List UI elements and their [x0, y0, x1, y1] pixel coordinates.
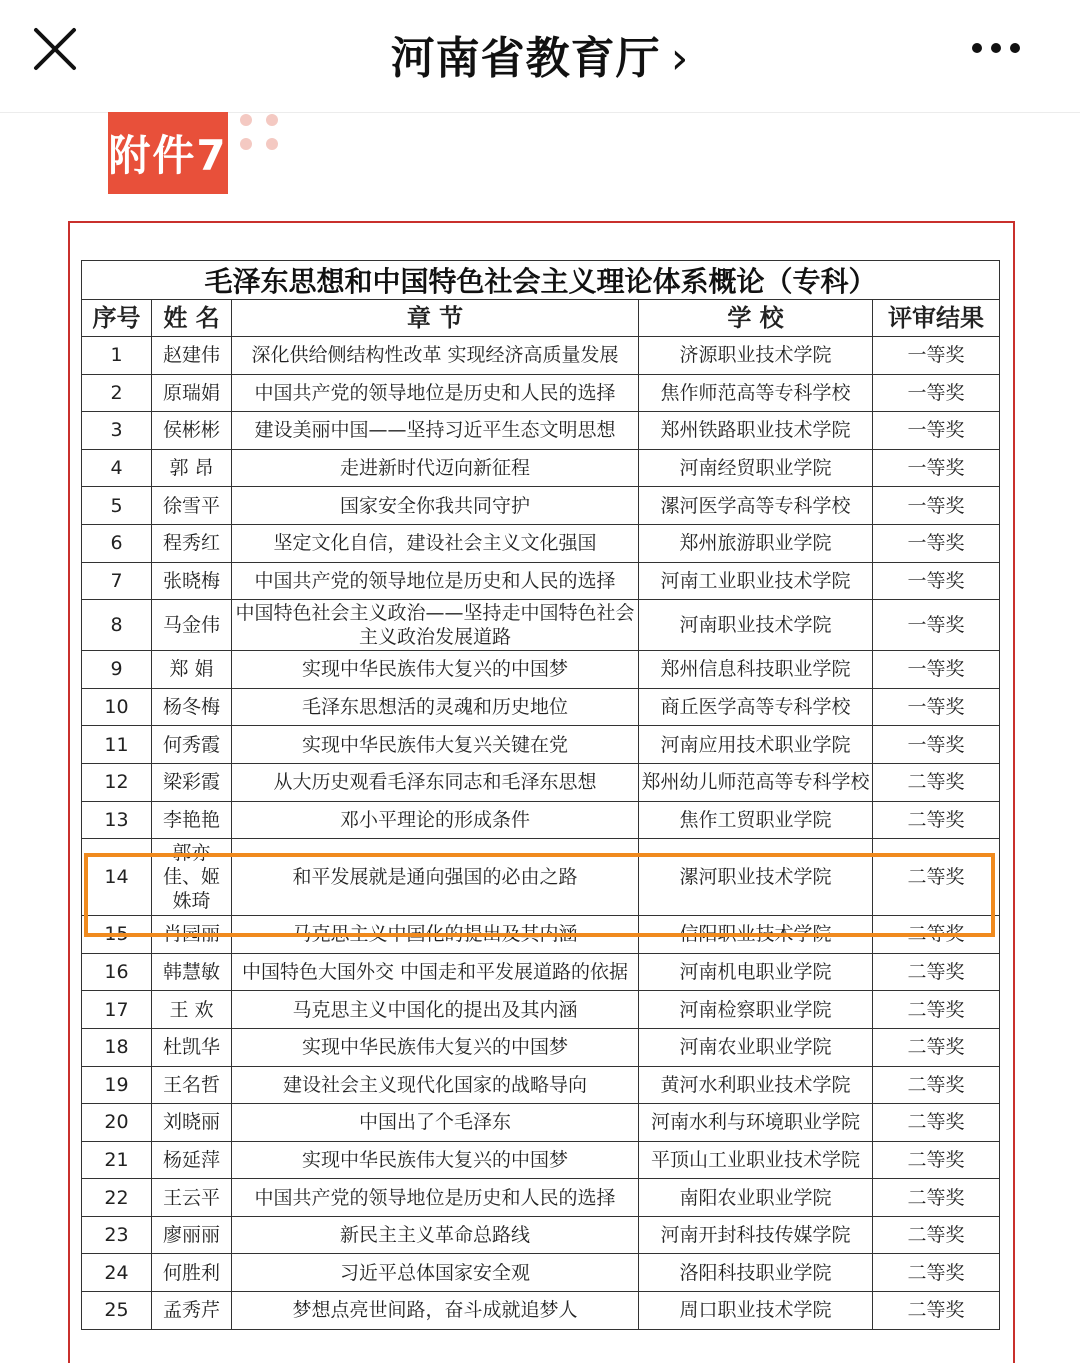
cell-chapter: 国家安全你我共同守护	[232, 487, 639, 525]
cell-index: 18	[82, 1028, 152, 1066]
cell-name: 王 欢	[152, 991, 232, 1029]
account-title: 河南省教育厅	[390, 33, 661, 84]
cell-index: 5	[82, 487, 152, 525]
table-row	[82, 688, 1000, 726]
table-row	[82, 412, 1000, 450]
account-title-link[interactable]	[0, 22, 1080, 86]
cell-school: 河南经贸职业学院	[639, 449, 873, 487]
table-row	[82, 839, 1000, 916]
table-row	[82, 487, 1000, 525]
cell-school: 河南应用技术职业学院	[639, 726, 873, 764]
cell-result: 一等奖	[873, 651, 1000, 689]
table-row	[82, 1216, 1000, 1254]
cell-name: 侯彬彬	[152, 412, 232, 450]
header-name: 姓 名	[152, 300, 232, 337]
cell-name: 肖园丽	[152, 916, 232, 954]
cell-index: 7	[82, 562, 152, 600]
table-row	[82, 1141, 1000, 1179]
cell-index: 20	[82, 1104, 152, 1142]
cell-index: 9	[82, 651, 152, 689]
cell-school: 河南机电职业学院	[639, 953, 873, 991]
table-row	[82, 1292, 1000, 1330]
cell-chapter: 坚定文化自信，建设社会主义文化强国	[232, 524, 639, 562]
cell-name: 原瑞娟	[152, 374, 232, 412]
cell-chapter: 建设社会主义现代化国家的战略导向	[232, 1066, 639, 1104]
cell-index: 4	[82, 449, 152, 487]
cell-index: 21	[82, 1141, 152, 1179]
cell-result: 一等奖	[873, 600, 1000, 651]
table-row	[82, 1104, 1000, 1142]
cell-chapter: 中国共产党的领导地位是历史和人民的选择	[232, 562, 639, 600]
cell-result: 一等奖	[873, 374, 1000, 412]
cell-school: 焦作工贸职业学院	[639, 801, 873, 839]
cell-chapter: 马克思主义中国化的提出及其内涵	[232, 991, 639, 1029]
table-row	[82, 1066, 1000, 1104]
cell-result: 一等奖	[873, 524, 1000, 562]
table-row	[82, 651, 1000, 689]
cell-chapter: 毛泽东思想活的灵魂和历史地位	[232, 688, 639, 726]
table-row	[82, 600, 1000, 651]
table-row	[82, 991, 1000, 1029]
cell-school: 河南水利与环境职业学院	[639, 1104, 873, 1142]
cell-school: 郑州旅游职业学院	[639, 524, 873, 562]
cell-result: 二等奖	[873, 801, 1000, 839]
top-navigation-bar	[0, 0, 1080, 113]
table-body	[82, 337, 1000, 1330]
cell-index: 10	[82, 688, 152, 726]
cell-school: 信阳职业技术学院	[639, 916, 873, 954]
cell-school: 济源职业技术学院	[639, 337, 873, 375]
cell-chapter: 实现中华民族伟大复兴的中国梦	[232, 651, 639, 689]
cell-name: 何胜利	[152, 1254, 232, 1292]
table-row	[82, 763, 1000, 801]
cell-result: 二等奖	[873, 991, 1000, 1029]
table-row	[82, 801, 1000, 839]
table-row	[82, 953, 1000, 991]
cell-result: 二等奖	[873, 1066, 1000, 1104]
cell-index: 8	[82, 600, 152, 651]
cell-school: 漯河医学高等专科学校	[639, 487, 873, 525]
cell-chapter: 从大历史观看毛泽东同志和毛泽东思想	[232, 763, 639, 801]
cell-chapter: 实现中华民族伟大复兴的中国梦	[232, 1141, 639, 1179]
header-index: 序号	[82, 300, 152, 337]
cell-index: 23	[82, 1216, 152, 1254]
cell-school: 河南检察职业学院	[639, 991, 873, 1029]
attachment-badge: 附件7	[108, 112, 228, 194]
table-row	[82, 449, 1000, 487]
cell-index: 2	[82, 374, 152, 412]
cell-name: 郭 昂	[152, 449, 232, 487]
cell-index: 16	[82, 953, 152, 991]
cell-name: 梁彩霞	[152, 763, 232, 801]
cell-index: 19	[82, 1066, 152, 1104]
table-row	[82, 726, 1000, 764]
cell-result: 一等奖	[873, 726, 1000, 764]
cell-school: 洛阳科技职业学院	[639, 1254, 873, 1292]
cell-school: 河南农业职业学院	[639, 1028, 873, 1066]
cell-school: 郑州幼儿师范高等专科学校	[639, 763, 873, 801]
cell-chapter: 深化供给侧结构性改革 实现经济高质量发展	[232, 337, 639, 375]
cell-result: 二等奖	[873, 839, 1000, 916]
cell-name: 徐雪平	[152, 487, 232, 525]
table-title: 毛泽东思想和中国特色社会主义理论体系概论（专科）	[81, 260, 1000, 299]
cell-result: 一等奖	[873, 412, 1000, 450]
cell-chapter: 和平发展就是通向强国的必由之路	[232, 839, 639, 916]
cell-chapter: 邓小平理论的形成条件	[232, 801, 639, 839]
table-row	[82, 916, 1000, 954]
cell-index: 11	[82, 726, 152, 764]
cell-name: 杨冬梅	[152, 688, 232, 726]
cell-name: 程秀红	[152, 524, 232, 562]
table-row	[82, 337, 1000, 375]
header-chapter: 章 节	[232, 300, 639, 337]
cell-index: 22	[82, 1179, 152, 1217]
cell-school: 河南开封科技传媒学院	[639, 1216, 873, 1254]
cell-name: 杨延萍	[152, 1141, 232, 1179]
cell-school: 周口职业技术学院	[639, 1292, 873, 1330]
cell-result: 一等奖	[873, 688, 1000, 726]
cell-chapter: 中国共产党的领导地位是历史和人民的选择	[232, 1179, 639, 1217]
cell-school: 黄河水利职业技术学院	[639, 1066, 873, 1104]
cell-chapter: 建设美丽中国——坚持习近平生态文明思想	[232, 412, 639, 450]
more-options-icon[interactable]	[972, 38, 1032, 58]
cell-name: 杜凯华	[152, 1028, 232, 1066]
decorative-dots	[236, 112, 286, 152]
table-row	[82, 1028, 1000, 1066]
cell-name: 王云平	[152, 1179, 232, 1217]
cell-chapter: 中国特色社会主义政治——坚持走中国特色社会主义政治发展道路	[232, 600, 639, 651]
header-school: 学 校	[639, 300, 873, 337]
header-result: 评审结果	[873, 300, 1000, 337]
cell-result: 二等奖	[873, 916, 1000, 954]
cell-chapter: 中国共产党的领导地位是历史和人民的选择	[232, 374, 639, 412]
cell-school: 焦作师范高等专科学校	[639, 374, 873, 412]
cell-name: 李艳艳	[152, 801, 232, 839]
cell-school: 南阳农业职业学院	[639, 1179, 873, 1217]
cell-index: 6	[82, 524, 152, 562]
cell-name: 马金伟	[152, 600, 232, 651]
cell-name: 孟秀芹	[152, 1292, 232, 1330]
cell-index: 25	[82, 1292, 152, 1330]
cell-chapter: 走进新时代迈向新征程	[232, 449, 639, 487]
cell-chapter: 梦想点亮世间路，奋斗成就追梦人	[232, 1292, 639, 1330]
chevron-right-icon: ›	[670, 33, 690, 84]
cell-name: 郑 娟	[152, 651, 232, 689]
cell-result: 一等奖	[873, 562, 1000, 600]
cell-school: 河南工业职业技术学院	[639, 562, 873, 600]
table-row	[82, 524, 1000, 562]
cell-result: 二等奖	[873, 763, 1000, 801]
cell-chapter: 马克思主义中国化的提出及其内涵	[232, 916, 639, 954]
cell-name: 刘晓丽	[152, 1104, 232, 1142]
cell-index: 3	[82, 412, 152, 450]
cell-result: 二等奖	[873, 953, 1000, 991]
cell-school: 漯河职业技术学院	[639, 839, 873, 916]
cell-result: 一等奖	[873, 449, 1000, 487]
cell-chapter: 实现中华民族伟大复兴的中国梦	[232, 1028, 639, 1066]
cell-school: 郑州信息科技职业学院	[639, 651, 873, 689]
cell-index: 1	[82, 337, 152, 375]
cell-result: 二等奖	[873, 1141, 1000, 1179]
cell-index: 13	[82, 801, 152, 839]
cell-result: 二等奖	[873, 1292, 1000, 1330]
cell-school: 郑州铁路职业技术学院	[639, 412, 873, 450]
table-row	[82, 1179, 1000, 1217]
cell-result: 二等奖	[873, 1028, 1000, 1066]
cell-school: 平顶山工业职业技术学院	[639, 1141, 873, 1179]
cell-result: 二等奖	[873, 1216, 1000, 1254]
cell-index: 15	[82, 916, 152, 954]
cell-name: 何秀霞	[152, 726, 232, 764]
table-header-row	[82, 300, 1000, 337]
cell-chapter: 实现中华民族伟大复兴关键在党	[232, 726, 639, 764]
cell-index: 24	[82, 1254, 152, 1292]
cell-school: 商丘医学高等专科学校	[639, 688, 873, 726]
cell-name: 王名哲	[152, 1066, 232, 1104]
cell-chapter: 习近平总体国家安全观	[232, 1254, 639, 1292]
cell-chapter: 新民主主义革命总路线	[232, 1216, 639, 1254]
table-row	[82, 374, 1000, 412]
cell-index: 12	[82, 763, 152, 801]
cell-index: 14	[82, 839, 152, 916]
table-row	[82, 1254, 1000, 1292]
cell-result: 二等奖	[873, 1254, 1000, 1292]
cell-result: 二等奖	[873, 1104, 1000, 1142]
cell-result: 一等奖	[873, 487, 1000, 525]
cell-chapter: 中国出了个毛泽东	[232, 1104, 639, 1142]
cell-chapter: 中国特色大国外交 中国走和平发展道路的依据	[232, 953, 639, 991]
cell-name: 廖丽丽	[152, 1216, 232, 1254]
cell-name: 郭亦佳、姬姝琦	[152, 839, 232, 916]
awards-table	[81, 260, 1000, 1330]
cell-name: 赵建伟	[152, 337, 232, 375]
cell-index: 17	[82, 991, 152, 1029]
cell-result: 二等奖	[873, 1179, 1000, 1217]
cell-name: 韩慧敏	[152, 953, 232, 991]
cell-name: 张晓梅	[152, 562, 232, 600]
cell-result: 一等奖	[873, 337, 1000, 375]
cell-school: 河南职业技术学院	[639, 600, 873, 651]
table-row	[82, 562, 1000, 600]
